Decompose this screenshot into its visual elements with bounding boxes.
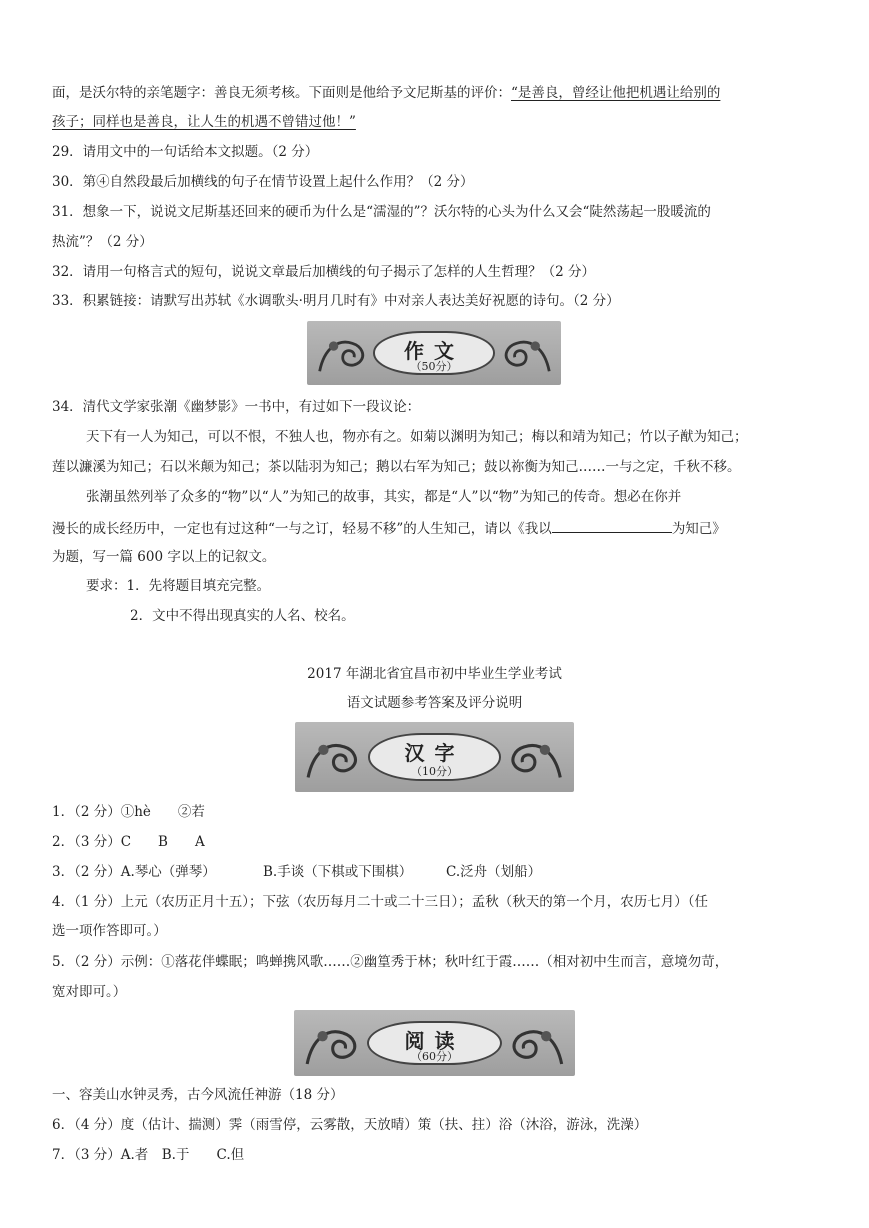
answer-5-cont: 宽对即可。）: [52, 984, 127, 1000]
answer-title: 2017 年湖北省宜昌市初中毕业生学业考试: [307, 666, 562, 682]
dragon-ornament-right-icon: [505, 1017, 567, 1070]
question-31: 31．想象一下，说说文尼斯基还回来的硬币为什么是“濡湿的”？沃尔特的心头为什么又会“陡然荡起一股暖流的: [52, 204, 711, 220]
requirement-2: 2．文中不得出现真实的人名、校名。: [130, 608, 355, 624]
underlined-quote: “是善良，曾经让他把机遇让给别的: [511, 85, 721, 101]
section-heading: 一、容美山水钟灵秀，古今风流任神游（18 分）: [52, 1087, 344, 1103]
banner-score: （10分）: [411, 764, 458, 778]
answer-6: 6．（4 分）度（估计、揣测）霁（雨雪停，云雾散，天放晴）策（扶、拄）浴（沐浴，游泳，洗澡）: [52, 1117, 648, 1133]
question-31-cont: 热流”？（2 分）: [52, 234, 153, 250]
reading-banner: [294, 1010, 575, 1076]
question-32: 32．请用一句格言式的短句，说说文章最后加横线的句子揭示了怎样的人生哲理？（2 分）: [52, 264, 596, 280]
quote-paragraph-cont: 莲以濂溪为知己；石以米颠为知己；茶以陆羽为知己；鹅以右军为知己；鼓以祢衡为知己……一与之定，千秋不移。: [52, 459, 741, 475]
underlined-quote-cont: 孩子；同样也是善良，让人生的机遇不曾错过他！”: [52, 114, 356, 130]
prompt-text-end: 为知己》: [671, 521, 726, 537]
banner-title: 作文: [404, 339, 464, 364]
answer-subtitle: 语文试题参考答案及评分说明: [346, 695, 523, 711]
essay-banner: [307, 321, 561, 385]
question-29: 29．请用文中的一句话给本文拟题。（2 分）: [52, 144, 319, 160]
answer-5: 5．（2 分）示例：①落花伴蝶眠；鸣蝉携风歌……②幽篁秀于林；秋叶红于霞……（相对初中生而言，意境勿苛，: [52, 954, 729, 970]
prompt-paragraph: 张潮虽然列举了众多的“物”以“人”为知己的故事，其实，都是“人”以“物”为知己的传奇。想必在你并: [86, 489, 682, 505]
hanzi-banner: [295, 722, 574, 792]
question-33: 33．积累链接：请默写出苏轼《水调歌头·明月几时有》中对亲人表达美好祝愿的诗句。（2 分）: [52, 293, 620, 309]
question-30: 30．第④自然段最后加横线的句子在情节设置上起什么作用？（2 分）: [52, 174, 474, 190]
dragon-ornament-right-icon: [498, 327, 554, 378]
paragraph-text: 面，是沃尔特的亲笔题字：善良无须考核。下面则是他给予文尼斯基的评价：: [52, 85, 511, 101]
answer-3: 3．（2 分）A.琴心（弹琴） B.手谈（下棋或下围棋） C.泛舟（划船）: [52, 864, 542, 880]
answer-4: 4．（1 分）上元（农历正月十五）；下弦（农历每月二十或二十三日）；孟秋（秋天的第一个月，农历七月）（任: [52, 894, 708, 910]
answer-2: 2．（3 分）C B A: [52, 834, 205, 850]
dragon-ornament-right-icon: [504, 729, 565, 785]
banner-score: （50分）: [410, 360, 458, 374]
question-34: 34．清代文学家张潮《幽梦影》一书中，有过如下一段议论：: [52, 399, 421, 415]
prompt-paragraph-cont: [52, 518, 726, 538]
continued-paragraph: [52, 84, 720, 102]
answer-1: 1．（2 分）①hè ②若: [52, 804, 205, 820]
answer-4-cont: 选一项作答即可。）: [52, 923, 167, 939]
quote-paragraph: 天下有一人为知己，可以不恨，不独人也，物亦有之。如菊以渊明为知己；梅以和靖为知己；竹以子猷为知己；: [86, 429, 748, 445]
answer-7: 7．（3 分）A.者 B.于 C.但: [52, 1147, 245, 1163]
prompt-text: 漫长的成长经历中，一定也有过这种“一与之订，轻易不移”的人生知己，请以《我以: [52, 521, 552, 537]
prompt-paragraph-end: 为题，写一篇 600 字以上的记叙文。: [52, 549, 276, 565]
banner-title: 阅读: [404, 1028, 465, 1053]
requirement-1: 要求：1．先将题目填充完整。: [86, 578, 271, 594]
banner-score: （60分）: [411, 1050, 458, 1064]
title-blank: [552, 518, 672, 533]
banner-title: 汉字: [404, 741, 465, 766]
